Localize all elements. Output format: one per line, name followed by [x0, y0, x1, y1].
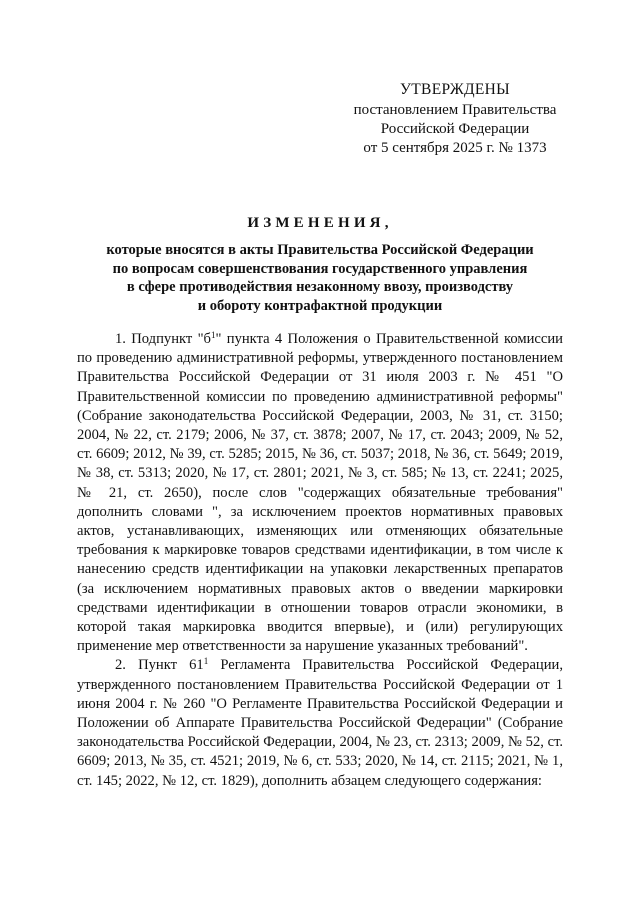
approval-line-2: Российской Федерации: [380, 121, 530, 137]
approval-line-1: постановлением Правительства: [353, 102, 557, 118]
paragraph-1-superscript: 1: [211, 330, 216, 340]
paragraph-1-rest: " пункта 4 Положения о Правительственной комиссии по проведению административной реформы, утвержденного постановлением Правительства Российской Федерации от 31 июля 2003 г. № 451 "О Правительственной комиссии по проведению административной реформы" (Собрание законодательства Российской Федерации, 2003, № 31, ст. 3150; 2004, № 22, ст. 2179; 2006, № 37, ст. 3878; 2007, № 17, ст. 2043; 2009, № 52, ст. 6609; 2012, № 39, ст. 5285; 2015, № 36, ст. 5037; 2018, № 36, ст. 5649; 2019, № 38, ст. 5313; 2020, № 17, ст. 2801; 2021, № 3, ст. 585; № 13, ст. 2241; 2025, № 21, ст. 2650), после слов "содержащих обязательные требования" дополнить словами ", за исключением проектов нормативных правовых актов, устанавливающих, изменяющих или отменяющих обязательные требования к маркировке товаров средствами идентификации, в том числе к нанесению средств идентификации на упаковки лекарственных препаратов (за исключением нормативных правовых актов о введении маркировки средствами идентификации в отношении товаров отрасли экономики, в которой такая маркировка вводится впервые), и (или) регулирующих применение мер ответственности за нарушение указанных требований".: [77, 331, 563, 655]
document-subtitle: [0, 241, 640, 315]
document-heading: ИЗМЕНЕНИЯ,: [247, 215, 393, 231]
paragraph-2: [77, 656, 563, 790]
subtitle-line-4: и обороту контрафактной продукции: [197, 297, 443, 314]
paragraph-1-start: 1. Подпункт "б: [115, 331, 211, 347]
subtitle-line-1: которые вносятся в акты Правительства Российской Федерации: [106, 242, 534, 258]
paragraph-2-start: 2. Пункт 61: [115, 657, 204, 674]
paragraph-1: [77, 330, 563, 656]
subtitle-line-3: в сфере противодействия незаконному ввозу, производству: [126, 279, 514, 296]
approval-stamp: [340, 80, 570, 158]
approval-line-3: от 5 сентября 2025 г. № 1373: [363, 140, 547, 156]
approval-title: УТВЕРЖДЕНЫ: [400, 81, 510, 98]
subtitle-line-2: по вопросам совершенствования государственного управления: [112, 260, 528, 277]
document-title-block: [0, 213, 640, 315]
paragraph-2-superscript: 1: [203, 656, 209, 667]
paragraph-2-rest: Регламента Правительства Российской Федерации, утвержденного постановлением Правительства Российской Федерации от 1 июня 2004 г. № 260 "О Регламенте Правительства Российской Федерации и Положении об Аппарате Правительства Российской Федерации" (Собрание законодательства Российской Федерации, 2004, № 23, ст. 2313; 2009, № 52, ст. 6609; 2013, № 35, ст. 4521; 2019, № 6, ст. 533; 2020, № 14, ст. 2115; 2021, № 1, ст. 145; 2022, № 12, ст. 1829), дополнить абзацем следующего содержания:: [77, 657, 563, 789]
document-body: [77, 330, 563, 791]
